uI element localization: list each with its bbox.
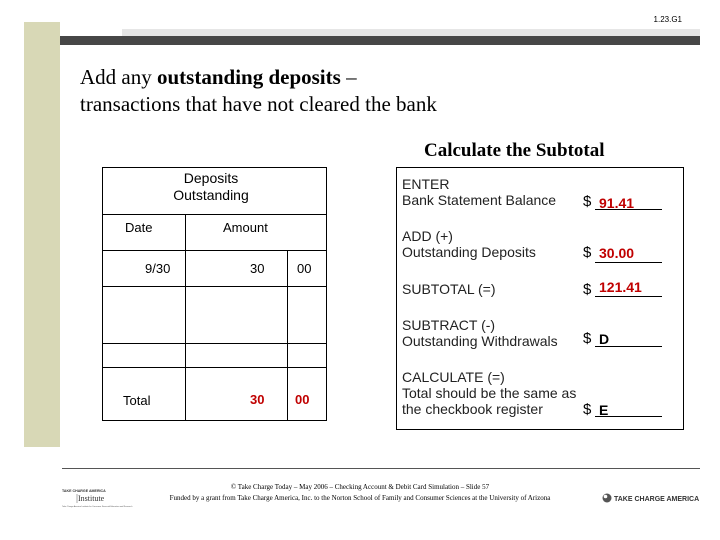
- take-charge-america-logo: [600, 491, 700, 505]
- calculate-desc2: the checkbook register: [402, 401, 543, 417]
- heading-part1: Add any: [80, 65, 157, 89]
- table-divider: [103, 367, 326, 368]
- dollar-sign: $: [583, 330, 592, 347]
- logo-left-caption: Take Charge America Institute for Consumer Financial Education and Research: [62, 506, 133, 508]
- subtitle: Calculate the Subtotal: [424, 140, 605, 161]
- column-divider: [287, 250, 288, 420]
- deposits-table: [102, 167, 327, 421]
- answer-underline: [595, 416, 662, 417]
- table-divider: [103, 250, 326, 251]
- add-desc: Outstanding Deposits: [402, 244, 536, 260]
- col-header-date: Date: [125, 220, 153, 235]
- calculate-title: CALCULATE (=): [402, 369, 505, 385]
- subtract-label: [402, 317, 558, 349]
- slide-number: 1.23.G1: [653, 15, 682, 24]
- top-accent-light: [122, 29, 700, 36]
- enter-title: ENTER: [402, 176, 450, 192]
- calculate-value: E: [599, 402, 609, 418]
- table-divider: [103, 286, 326, 287]
- answer-underline: [595, 296, 662, 297]
- row1-cents: 00: [297, 261, 312, 276]
- heading-bold: outstanding deposits: [157, 65, 341, 89]
- answer-underline: [595, 209, 662, 210]
- subtotal-value: 121.41: [599, 279, 642, 295]
- subtract-title: SUBTRACT (-): [402, 317, 496, 333]
- deposits-title-line1: Deposits: [183, 170, 239, 186]
- calculation-box: [396, 167, 684, 430]
- heading-part2: – transactions that have not cleared the bank: [80, 65, 437, 116]
- sidebar-accent: [24, 22, 60, 447]
- row1-dollars: 30: [250, 261, 265, 276]
- dollar-sign: $: [583, 401, 592, 418]
- enter-label: [402, 176, 556, 208]
- table-divider: [103, 214, 326, 215]
- calculate-label: [402, 369, 576, 417]
- total-label: Total: [123, 393, 151, 408]
- top-accent-dark: [60, 36, 700, 45]
- institute-logo: [62, 487, 133, 509]
- subtract-value: D: [599, 331, 610, 347]
- logo-left-big: Institute: [78, 494, 105, 503]
- logo-left-small: TAKE CHARGE AMERICA: [62, 489, 106, 493]
- slide-heading: [80, 64, 440, 118]
- subtotal-label: SUBTOTAL (=): [402, 281, 496, 297]
- add-title: ADD (+): [402, 228, 453, 244]
- footer-line2: Funded by a grant from Take Charge America, Inc. to the Norton School of Family and Consumer Sciences at the University of Arizona: [169, 494, 551, 502]
- deposits-title-line2: Outstanding: [173, 187, 249, 203]
- footer-line1: © Take Charge Today – May 2006 – Checking Account & Debit Card Simulation – Slide 57: [230, 483, 490, 491]
- row1-date: 9/30: [145, 261, 171, 276]
- column-divider: [185, 214, 186, 420]
- logo-mark-icon: [603, 494, 612, 503]
- add-label: [402, 228, 536, 260]
- enter-desc: Bank Statement Balance: [402, 192, 557, 208]
- subtract-desc: Outstanding Withdrawals: [402, 333, 558, 349]
- col-header-amount: Amount: [223, 220, 268, 235]
- total-dollars: 30: [250, 392, 265, 407]
- total-cents: 00: [295, 392, 310, 407]
- dollar-sign: $: [583, 193, 592, 210]
- logo-right-text: TAKE CHARGE AMERICA: [614, 496, 700, 503]
- deposits-table-title: [103, 170, 319, 204]
- dollar-sign: $: [583, 281, 592, 298]
- answer-underline: [595, 262, 662, 263]
- add-value: 30.00: [599, 245, 635, 261]
- enter-value: 91.41: [599, 195, 635, 211]
- dollar-sign: $: [583, 244, 592, 261]
- table-divider: [103, 343, 326, 344]
- answer-underline: [595, 346, 662, 347]
- footer-divider: [62, 468, 700, 469]
- calculate-desc1: Total should be the same as: [402, 385, 577, 401]
